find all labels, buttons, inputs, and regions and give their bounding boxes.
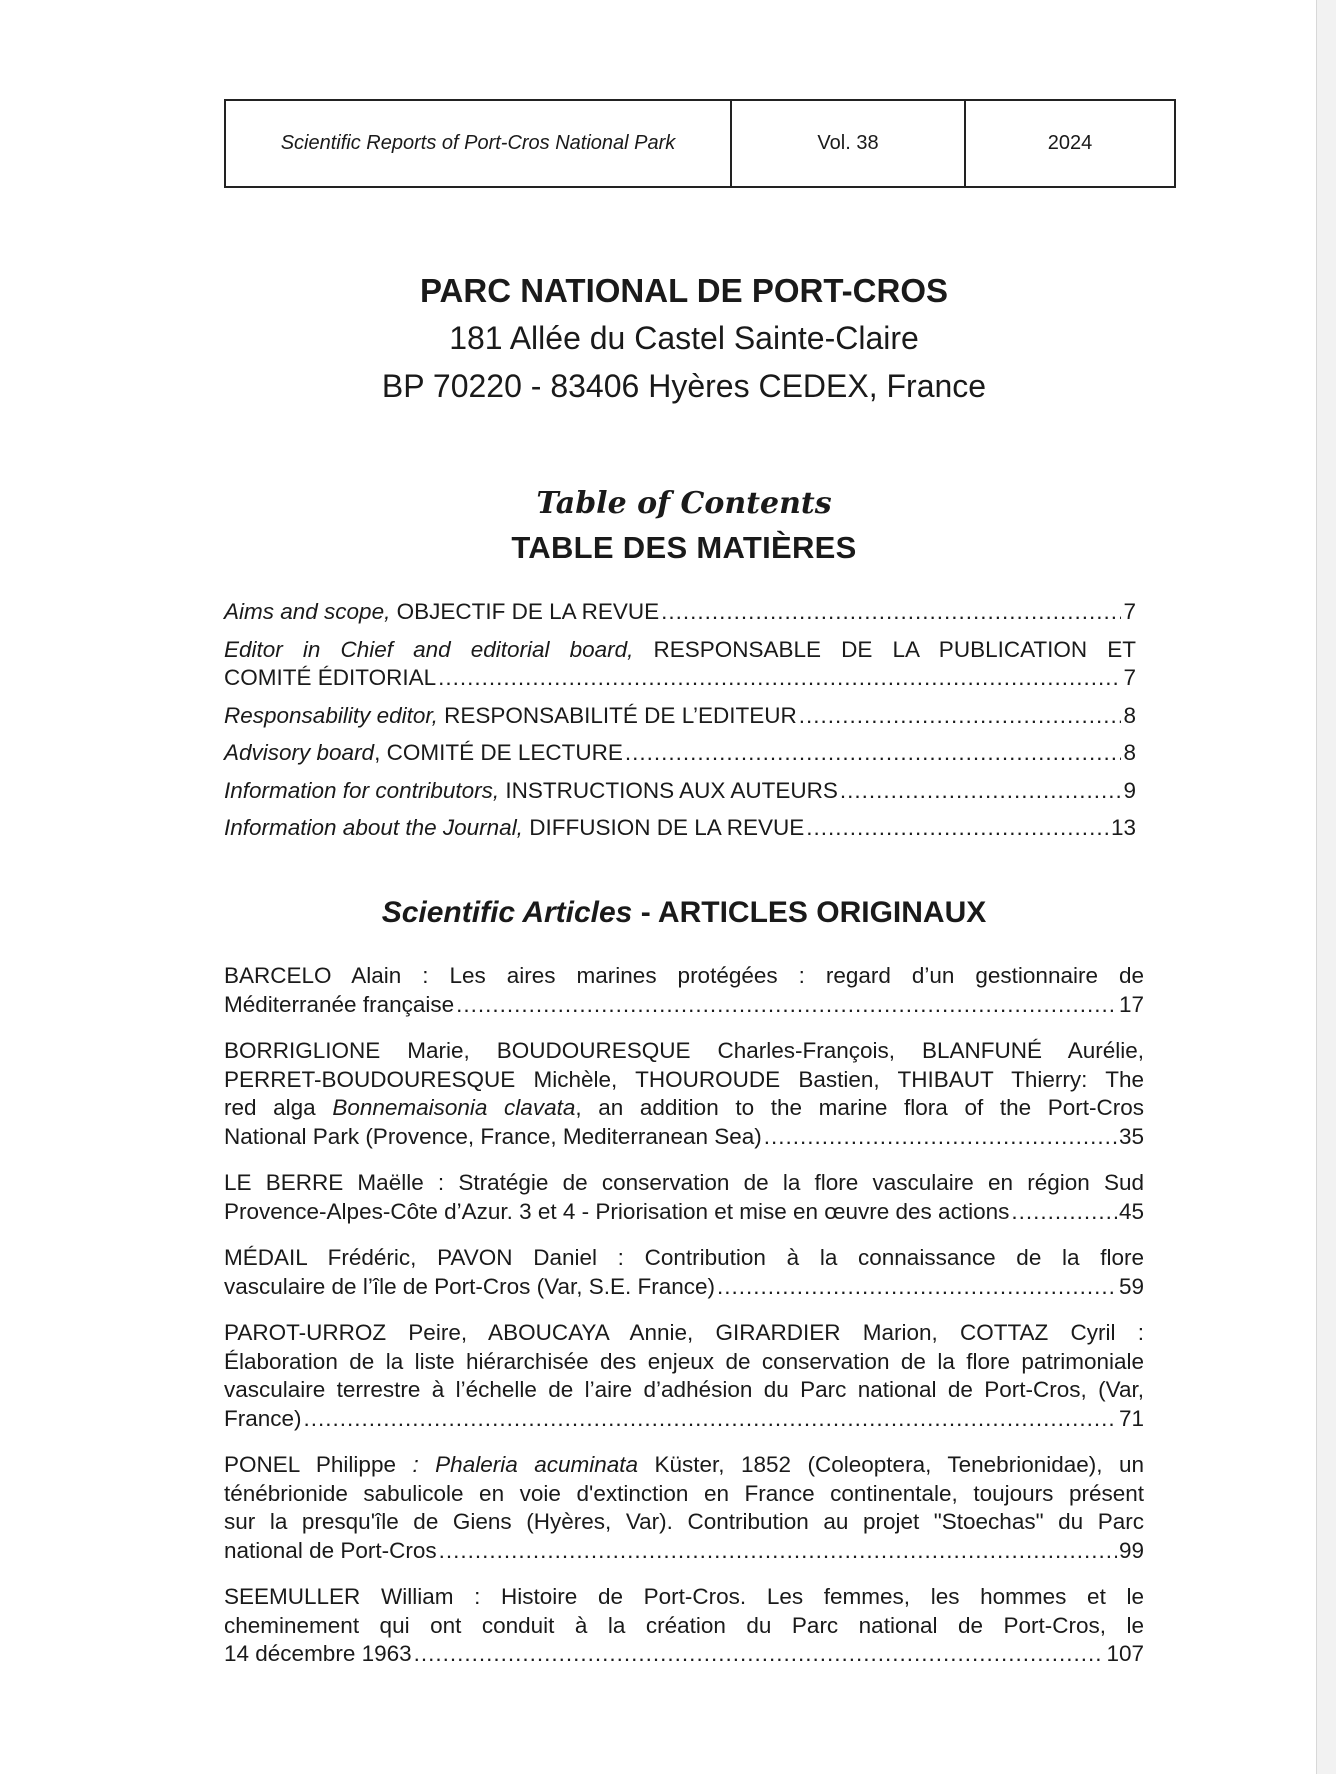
organization-block bbox=[224, 268, 1144, 410]
toc-item-en: Editor in Chief and editorial board, bbox=[224, 636, 634, 662]
article-line-post: , an addition to the marine flora of the Port-Cros bbox=[575, 1095, 1145, 1120]
toc-title-fr: TABLE DES MATIÈRES bbox=[511, 530, 857, 565]
dot-leader bbox=[1011, 1198, 1117, 1227]
article-page: 99 bbox=[1118, 1537, 1144, 1563]
article-line: BARCELO Alain : Les aires marines protégées : regard d’un gestionnaire de bbox=[224, 963, 1144, 988]
article-line bbox=[224, 1094, 1144, 1123]
articles-title-sep: - bbox=[632, 896, 658, 929]
toc-item-en: Information for contributors, bbox=[224, 777, 500, 803]
article-last-line: Méditerranée française bbox=[224, 991, 455, 1017]
article-page: 17 bbox=[1118, 991, 1144, 1017]
journal-volume: Vol. 38 bbox=[732, 101, 966, 186]
article-page: 107 bbox=[1106, 1641, 1144, 1666]
toc-item-en: Responsability editor, bbox=[224, 702, 438, 728]
toc-item bbox=[224, 814, 1136, 843]
article-line: ténébrionide sabulicole en voie d'extinction en France continentale, toujours présent bbox=[224, 1480, 1144, 1506]
toc-item-fr: , COMITÉ DE LECTURE bbox=[374, 740, 623, 765]
organization-name: PARC NATIONAL DE PORT-CROS bbox=[419, 272, 949, 309]
articles-title-en: Scientific Articles bbox=[381, 896, 633, 929]
toc-item bbox=[224, 598, 1136, 627]
dot-leader bbox=[439, 1537, 1117, 1566]
organization-address-2: BP 70220 - 83406 Hyères CEDEX, France bbox=[381, 368, 987, 404]
article-page: 59 bbox=[1118, 1273, 1144, 1299]
journal-header-box bbox=[224, 99, 1176, 188]
page-edge bbox=[1316, 0, 1336, 1774]
toc-item-fr: RESPONSABILITÉ DE L’EDITEUR bbox=[437, 702, 797, 728]
toc-item-en: Aims and scope, bbox=[224, 599, 391, 624]
species-name: : Phaleria acuminata bbox=[412, 1452, 639, 1477]
toc-item-en: Information about the Journal, bbox=[224, 815, 523, 840]
article-last-line: 14 décembre 1963 bbox=[224, 1641, 412, 1666]
toc-item-en: Advisory board bbox=[224, 740, 375, 765]
article-line bbox=[224, 1451, 1144, 1480]
toc-item-page: 7 bbox=[1123, 665, 1136, 690]
toc-list bbox=[224, 598, 1136, 843]
toc-item bbox=[224, 777, 1136, 806]
article-page: 45 bbox=[1118, 1198, 1144, 1224]
articles-list bbox=[224, 962, 1144, 1687]
toc-item-page: 8 bbox=[1123, 702, 1136, 728]
articles-heading bbox=[224, 893, 1144, 933]
toc-item-fr: INSTRUCTIONS AUX AUTEURS bbox=[499, 777, 838, 803]
toc-item-fr: DIFFUSION DE LA REVUE bbox=[522, 815, 805, 840]
article-entry bbox=[224, 1037, 1144, 1151]
article-line: vasculaire terrestre à l’échelle de l’aire d’adhésion du Parc national de Port-Cros, (Var, bbox=[224, 1377, 1144, 1402]
article-line: BORRIGLIONE Marie, BOUDOURESQUE Charles-François, BLANFUNÉ Aurélie, bbox=[224, 1038, 1144, 1063]
article-line: SEEMULLER William : Histoire de Port-Cros. Les femmes, les hommes et le bbox=[224, 1584, 1144, 1609]
article-last-line: Provence-Alpes-Côte d’Azur. 3 et 4 - Priorisation et mise en œuvre des actions bbox=[224, 1198, 1010, 1224]
article-line: sur la presqu'île de Giens (Hyères, Var). Contribution au projet "Stoechas" du Parc bbox=[224, 1509, 1144, 1534]
dot-leader bbox=[625, 739, 1122, 768]
article-entry bbox=[224, 1451, 1144, 1565]
organization-address-1: 181 Allée du Castel Sainte-Claire bbox=[449, 320, 919, 356]
dot-leader bbox=[799, 702, 1122, 731]
dot-leader bbox=[304, 1405, 1117, 1434]
journal-year: 2024 bbox=[1047, 132, 1093, 154]
dot-leader bbox=[806, 814, 1109, 843]
toc-item-page: 13 bbox=[1110, 815, 1136, 840]
article-entry bbox=[224, 1583, 1144, 1669]
dot-leader bbox=[840, 777, 1122, 806]
article-line: PAROT-URROZ Peire, ABOUCAYA Annie, GIRARDIER Marion, COTTAZ Cyril : bbox=[224, 1320, 1144, 1345]
toc-heading bbox=[224, 482, 1144, 570]
article-page: 35 bbox=[1118, 1123, 1144, 1149]
toc-item-page: 7 bbox=[1123, 599, 1136, 624]
article-line: Élaboration de la liste hiérarchisée des enjeux de conservation de la flore patrimoniale bbox=[224, 1348, 1144, 1374]
article-entry bbox=[224, 1169, 1144, 1226]
article-line: LE BERRE Maëlle : Stratégie de conservation de la flore vasculaire en région Sud bbox=[224, 1170, 1144, 1195]
dot-leader bbox=[661, 598, 1121, 627]
article-line: MÉDAIL Frédéric, PAVON Daniel : Contribution à la connaissance de la flore bbox=[224, 1245, 1144, 1270]
toc-item-page: 9 bbox=[1123, 777, 1136, 803]
articles-title-fr: ARTICLES ORIGINAUX bbox=[657, 896, 987, 929]
article-line-pre: PONEL Philippe bbox=[224, 1452, 413, 1477]
article-entry bbox=[224, 1244, 1144, 1301]
dot-leader bbox=[717, 1273, 1117, 1302]
article-entry bbox=[224, 962, 1144, 1019]
toc-item bbox=[224, 636, 1136, 693]
toc-item bbox=[224, 702, 1136, 731]
dot-leader bbox=[764, 1123, 1117, 1152]
dot-leader bbox=[456, 991, 1117, 1020]
toc-item bbox=[224, 739, 1136, 768]
article-line: cheminement qui ont conduit à la création du Parc national de Port-Cros, le bbox=[224, 1612, 1144, 1638]
article-page: 71 bbox=[1118, 1405, 1144, 1431]
toc-item-fr: OBJECTIF DE LA REVUE bbox=[390, 599, 660, 624]
article-line-post: Küster, 1852 (Coleoptera, Tenebrionidae), un bbox=[638, 1452, 1144, 1477]
toc-item-fr: COMITÉ ÉDITORIAL bbox=[224, 665, 437, 690]
article-last-line: national de Port-Cros bbox=[224, 1537, 437, 1563]
dot-leader bbox=[414, 1640, 1105, 1669]
dot-leader bbox=[438, 664, 1121, 693]
article-line: PERRET-BOUDOURESQUE Michèle, THOUROUDE Bastien, THIBAUT Thierry: The bbox=[224, 1066, 1144, 1092]
journal-name: Scientific Reports of Port-Cros National Park bbox=[226, 101, 732, 186]
toc-item-page: 8 bbox=[1123, 740, 1136, 765]
article-last-line: France) bbox=[224, 1405, 302, 1431]
article-line-pre: red alga bbox=[224, 1095, 333, 1120]
article-entry bbox=[224, 1319, 1144, 1433]
species-name: Bonnemaisonia clavata bbox=[332, 1095, 576, 1120]
article-last-line: National Park (Provence, France, Mediterranean Sea) bbox=[224, 1123, 762, 1149]
article-last-line: vasculaire de l’île de Port-Cros (Var, S.E. France) bbox=[224, 1273, 716, 1299]
toc-title-en: Table of Contents bbox=[536, 486, 832, 521]
toc-item-fr-line1: RESPONSABLE DE LA PUBLICATION ET bbox=[633, 636, 1137, 662]
